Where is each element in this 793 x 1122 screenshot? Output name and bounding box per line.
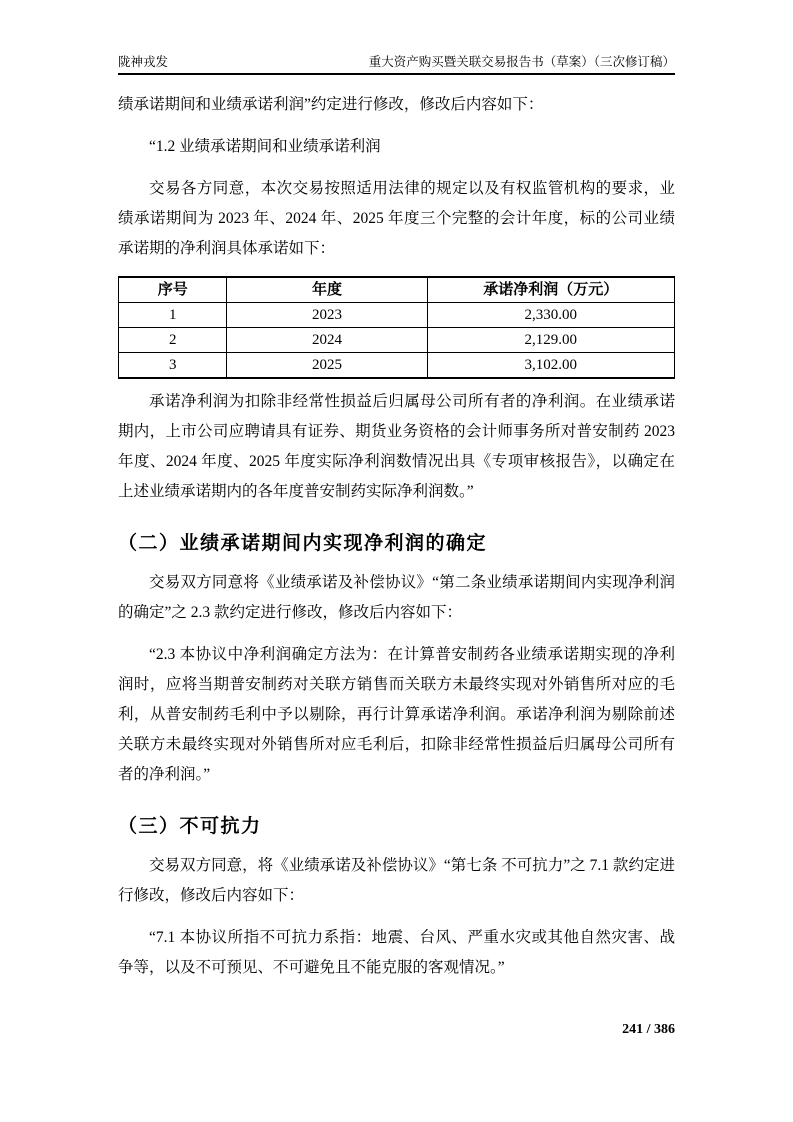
table-cell-seq: 3 bbox=[119, 353, 227, 379]
page-number: 241 / 386 bbox=[622, 1022, 675, 1037]
table-cell-net-profit: 3,102.00 bbox=[427, 353, 674, 379]
page-header bbox=[118, 54, 675, 75]
paragraph-continuation: 绩承诺期间和业绩承诺利润”约定进行修改，修改后内容如下： bbox=[118, 96, 544, 113]
paragraph-clause-7-1: “7.1 本协议所指不可抗力系指：地震、台风、严重水灾或其他自然灾害、战争等，以及不可预见、不可避免且不能克服的客观情况。” bbox=[118, 929, 675, 976]
table-cell-year: 2025 bbox=[227, 353, 427, 379]
paragraph-section2-intro: 交易双方同意将《业绩承诺及补偿协议》“第二条业绩承诺期间内实现净利润的确定”之 2.3 款约定进行修改，修改后内容如下： bbox=[118, 574, 675, 621]
profit-commitment-table bbox=[118, 276, 675, 379]
section-heading-2: （二）业绩承诺期间内实现净利润的确定 bbox=[118, 533, 488, 554]
table-cell-net-profit: 2,330.00 bbox=[427, 303, 674, 328]
section-heading-3: （三）不可抗力 bbox=[118, 816, 262, 837]
table-cell-year: 2023 bbox=[227, 303, 427, 328]
table-cell-net-profit: 2,129.00 bbox=[427, 328, 674, 353]
paragraph-after-table: 承诺净利润为扣除非经常性损益后归属母公司所有者的净利润。在业绩承诺期内，上市公司应聘请具有证券、期货业务资格的会计师事务所对普安制药 2023 年度、2024 年度、2025 年度实际净利润数情况出具《专项审核报告》，以确定在上述业绩承诺期内的各年度普安制药实际净利润数。” bbox=[118, 393, 675, 500]
paragraph-agreement: 交易各方同意，本次交易按照适用法律的规定以及有权监管机构的要求，业绩承诺期间为 2023 年、2024 年、2025 年度三个完整的会计年度，标的公司业绩承诺期的净利润具体承诺如下： bbox=[118, 180, 675, 257]
table-cell-seq: 2 bbox=[119, 328, 227, 353]
header-right-text: 重大资产购买暨关联交易报告书（草案）（三次修订稿） bbox=[368, 55, 675, 69]
table-row bbox=[119, 303, 675, 328]
table-header-net-profit: 承诺净利润（万元） bbox=[427, 277, 674, 303]
table-header-year: 年度 bbox=[227, 277, 427, 303]
table-header-seq: 序号 bbox=[119, 277, 227, 303]
header-left-text: 陇神戎发 bbox=[118, 55, 169, 69]
table-header-row bbox=[119, 277, 675, 303]
table-cell-seq: 1 bbox=[119, 303, 227, 328]
table-row bbox=[119, 328, 675, 353]
table-row bbox=[119, 353, 675, 379]
paragraph-section3-intro: 交易双方同意，将《业绩承诺及补偿协议》“第七条 不可抗力”之 7.1 款约定进行修改，修改后内容如下： bbox=[118, 857, 675, 904]
table-cell-year: 2024 bbox=[227, 328, 427, 353]
document-content bbox=[118, 90, 675, 995]
paragraph-clause-2-3: “2.3 本协议中净利润确定方法为：在计算普安制药各业绩承诺期实现的净利润时，应将当期普安制药对关联方销售而关联方未最终实现对外销售所对应的毛利，从普安制药毛利中予以剔除，再行计算承诺净利润。承诺净利润为剔除前述关联方未最终实现对外销售所对应毛利后，扣除非经常性损益后归属母公司所有者的净利润。” bbox=[118, 646, 675, 783]
paragraph-clause-1-2: “1.2 业绩承诺期间和业绩承诺利润 bbox=[149, 138, 381, 155]
